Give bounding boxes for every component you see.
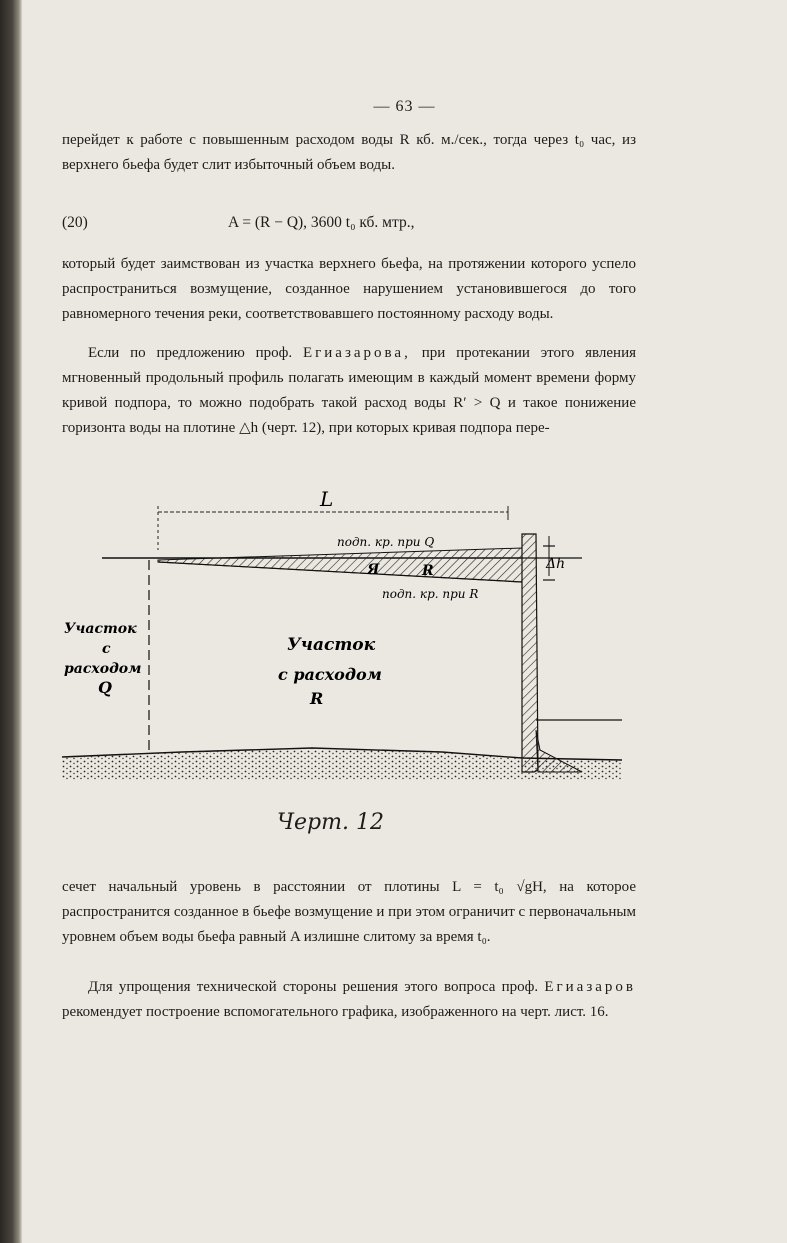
- label-left-section-4: Q: [98, 678, 112, 697]
- label-l: L: [320, 487, 334, 511]
- label-left-section-3: расходом: [64, 661, 142, 677]
- paragraph-3-start: Если по предложению проф.: [88, 345, 293, 361]
- label-main-section-2: с расходом: [278, 665, 382, 684]
- label-left-section-1: Участок: [64, 621, 137, 637]
- book-page: [22, 0, 787, 1243]
- label-curve-q: подп. кр. при Q: [337, 535, 435, 549]
- equation-20: [62, 210, 636, 238]
- label-main-section-1: Участок: [287, 635, 376, 655]
- paragraph-1: перейдет к работе с повышенным расходом воды R кб. м./сек., тогда через t₀ час, из верхнего бьефа будет слит избыточный объем воды.: [62, 132, 636, 173]
- book-spine: [0, 0, 22, 1243]
- label-main-section-3: R: [310, 689, 324, 708]
- paragraph-2: который будет заимствован из участка верхнего бьефа, на протяжении которого успело распространиться возмущение, созданное нарушением установившегося до того равномерного течения реки, соответствовавшего постоянному расходу воды.: [62, 256, 636, 322]
- author-name-2: Егиазаров: [544, 979, 637, 995]
- figure-12-diagram: [62, 480, 622, 780]
- page-number: — 63 —: [373, 98, 436, 115]
- dam-body: [522, 534, 538, 772]
- paragraph-5-start: Для упрощения технической стороны решения этого вопроса проф.: [88, 979, 539, 995]
- label-left-section-2: с: [102, 641, 111, 657]
- paragraph-3: [62, 341, 636, 441]
- label-hatch-1: Я: [367, 562, 380, 578]
- paragraph-5: [62, 975, 636, 1025]
- figure-caption: Черт. 12: [277, 810, 384, 835]
- label-curve-r: подп. кр. при R: [382, 587, 479, 601]
- paragraph-3-rest: при протекании этого явления мгновенный продольный профиль полагать имеющим в каждый момент времени форму кривой подпора, то можно подобрать такой расход воды R′ > Q и такое понижение горизонта воды на плотине △h (черт. 12), при которых кривая подпора пере-: [62, 345, 637, 436]
- equation-number: (20): [62, 214, 88, 231]
- label-delta-h: Δh: [546, 556, 566, 572]
- paragraph-5-rest: рекомендует построение вспомогательного графика, изображенного на черт. лист. 16.: [62, 1004, 609, 1020]
- equation-body: A = (R − Q), 3600 t₀ кб. мтр.,: [228, 214, 415, 231]
- label-hatch-2: R: [422, 563, 434, 579]
- author-name: Егиазарова,: [302, 345, 411, 361]
- paragraph-4: сечет начальный уровень в расстоянии от плотины L = t₀ √gH, на которое распространится созданное в бьефе возмущение и при этом ограничит с первоначальным уровнем объем воды бьефа равный A излишне слитому за время t₀.: [62, 879, 636, 945]
